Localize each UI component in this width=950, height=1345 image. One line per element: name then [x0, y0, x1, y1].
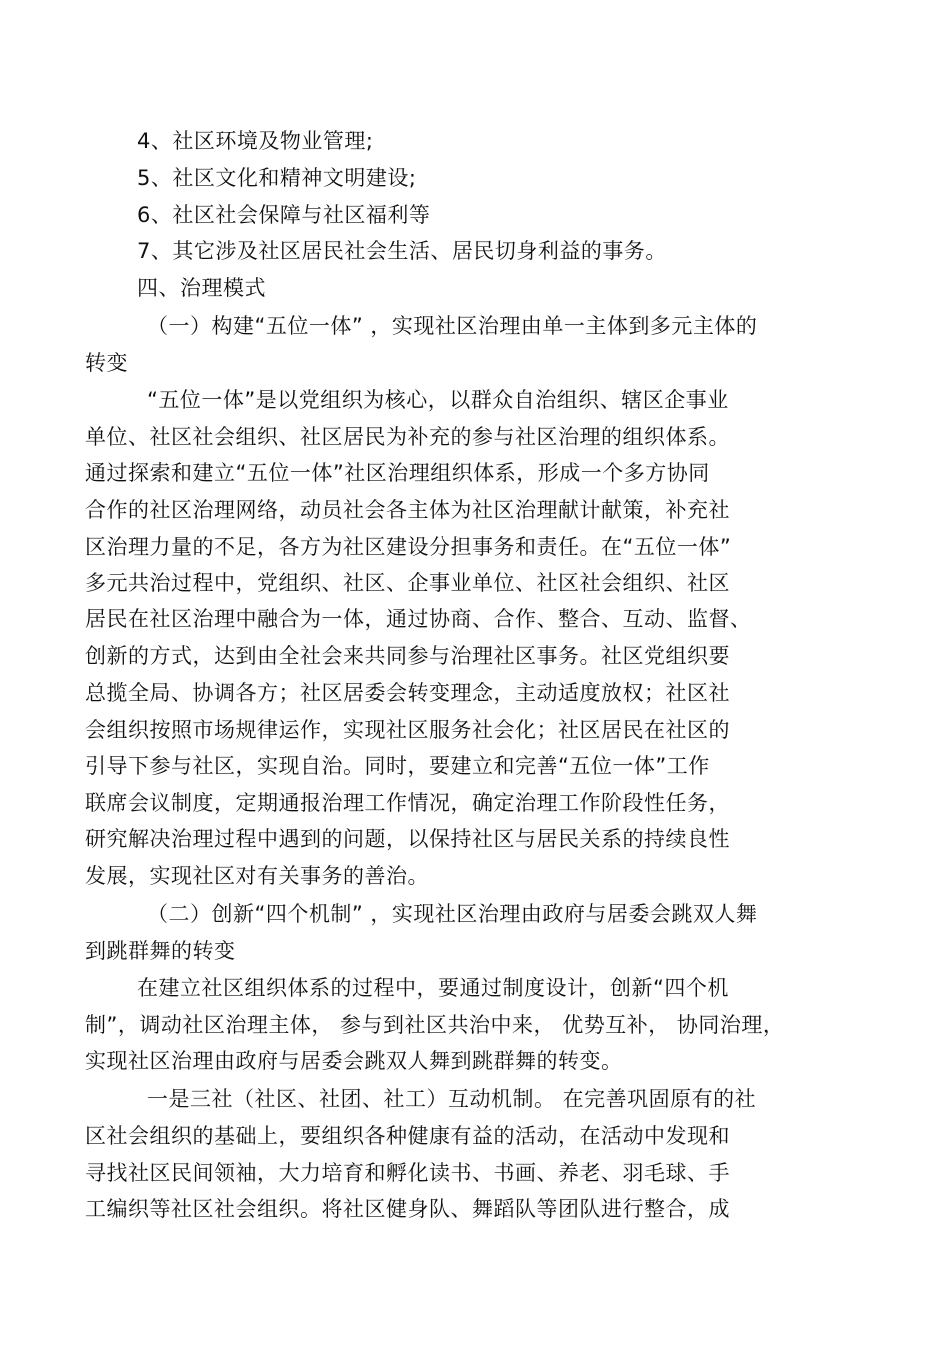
paragraph-line: 工编织等社区社会组织。将社区健身队、舞蹈队等团队进行整合，成: [85, 1197, 730, 1221]
subsection-heading-2: （二）创新“四个机制” ，实现社区治理由政府与居委会跳双人舞: [147, 902, 758, 926]
subsection-heading-1-cont: 转变: [85, 351, 128, 375]
paragraph-line: 多元共治过程中，党组织、社区、企事业单位、社区社会组织、社区: [85, 571, 730, 595]
paragraph-line: 通过探索和建立“五位一体”社区治理组织体系，形成一个多方协同: [85, 461, 710, 485]
paragraph-line: 发展，实现社区对有关事务的善治。: [85, 864, 429, 888]
paragraph-line: 研究解决治理过程中遇到的问题，以保持社区与居民关系的持续良性: [85, 827, 730, 851]
paragraph-line: 单位、社区社会组织、社区居民为补充的参与社区治理的组织体系。: [85, 425, 730, 449]
paragraph-line: 居民在社区治理中融合为一体，通过协商、合作、整合、互动、监督、: [85, 607, 752, 631]
paragraph-line: “五位一体”是以党组织为核心，以群众自治组织、辖区企事业: [147, 388, 729, 412]
paragraph-line: 制”，调动社区治理主体， 参与到社区共治中来， 优势互补， 协同治理，: [85, 1013, 785, 1037]
paragraph-line: 创新的方式，达到由全社会来共同参与治理社区事务。社区党组织要: [85, 644, 730, 668]
list-item-4: 4、社区环境及物业管理;: [137, 129, 374, 153]
paragraph-line: 一是三社（社区、社团、社工）互动机制。 在完善巩固原有的社: [147, 1087, 757, 1111]
paragraph-line: 联席会议制度，定期通报治理工作情况，确定治理工作阶段性任务，: [85, 791, 730, 815]
list-item-6: 6、社区社会保障与社区福利等: [137, 203, 431, 227]
paragraph-line: 在建立社区组织体系的过程中，要通过制度设计，创新“四个机: [137, 976, 729, 1000]
paragraph-line: 会组织按照市场规律运作，实现社区服务社会化；社区居民在社区的: [85, 718, 730, 742]
paragraph-line: 区社会组织的基础上，要组织各种健康有益的活动，在活动中发现和: [85, 1124, 730, 1148]
subsection-heading-1: （一）构建“五位一体” ，实现社区治理由单一主体到多元主体的: [147, 314, 758, 338]
paragraph-line: 引导下参与社区，实现自治。同时，要建立和完善“五位一体”工作: [85, 754, 710, 778]
paragraph-line: 合作的社区治理网络，动员社会各主体为社区治理献计献策，补充社: [85, 498, 730, 522]
list-item-5: 5、社区文化和精神文明建设;: [137, 166, 417, 190]
paragraph-line: 总揽全局、协调各方；社区居委会转变理念，主动适度放权；社区社: [85, 681, 730, 705]
list-item-7: 7、其它涉及社区居民社会生活、居民切身利益的事务。: [137, 239, 667, 263]
subsection-heading-2-cont: 到跳群舞的转变: [85, 939, 236, 963]
paragraph-line: 寻找社区民间领袖，大力培育和孵化读书、书画、养老、羽毛球、手: [85, 1161, 730, 1185]
paragraph-line: 区治理力量的不足，各方为社区建设分担事务和责任。在“五位一体”: [85, 535, 732, 559]
section-heading: 四、治理模式: [137, 276, 266, 300]
paragraph-line: 实现社区治理由政府与居委会跳双人舞到跳群舞的转变。: [85, 1049, 623, 1073]
